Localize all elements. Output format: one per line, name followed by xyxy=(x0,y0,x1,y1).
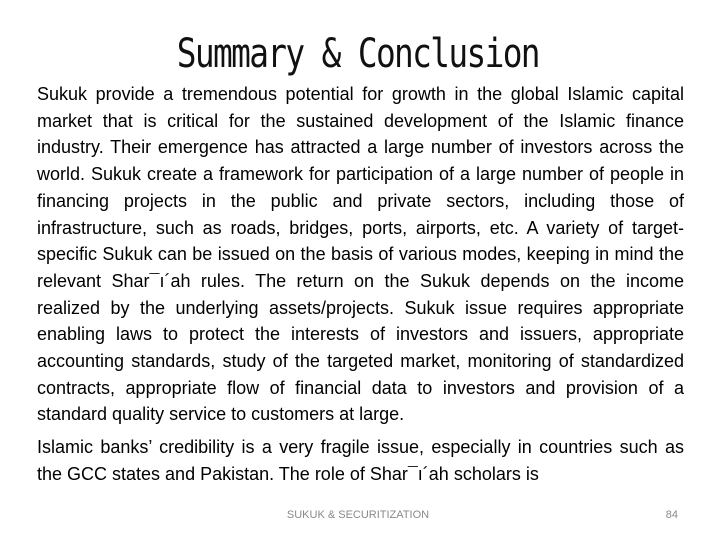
slide-body xyxy=(37,81,684,488)
footer-label: SUKUK & SECURITIZATION xyxy=(286,509,430,521)
body-paragraph-credibility: Islamic banks’ credibility is a very fragile issue, especially in countries such as the GCC states and Pakistan. The role of Shar¯ı´ah scholars is xyxy=(37,437,684,484)
body-paragraph-summary: Sukuk provide a tremendous potential for growth in the global Islamic capital market that is critical for the sustained development of the Islamic finance industry. Their emergence has attracted a large number of investors across the world. Sukuk create a framework for participation of a large number of people in financing projects in the public and private sectors, including those of infrastructure, such as roads, bridges, ports, airports, etc. A variety of target-specific Sukuk can be issued on the basis of various modes, keeping in mind the relevant Shar¯ı´ah rules. The return on the Sukuk depends on the income realized by the underlying assets/projects. Sukuk issue requires appropriate enabling laws to protect the interests of investors and issuers, appropriate accounting standards, study of the targeted market, monitoring of standardized contracts, appropriate flow of financial data to investors and provision of a standard quality service to customers at large. xyxy=(37,84,684,425)
slide-title: Summary & Conclusion xyxy=(176,31,539,77)
page-number: 84 xyxy=(665,509,678,521)
